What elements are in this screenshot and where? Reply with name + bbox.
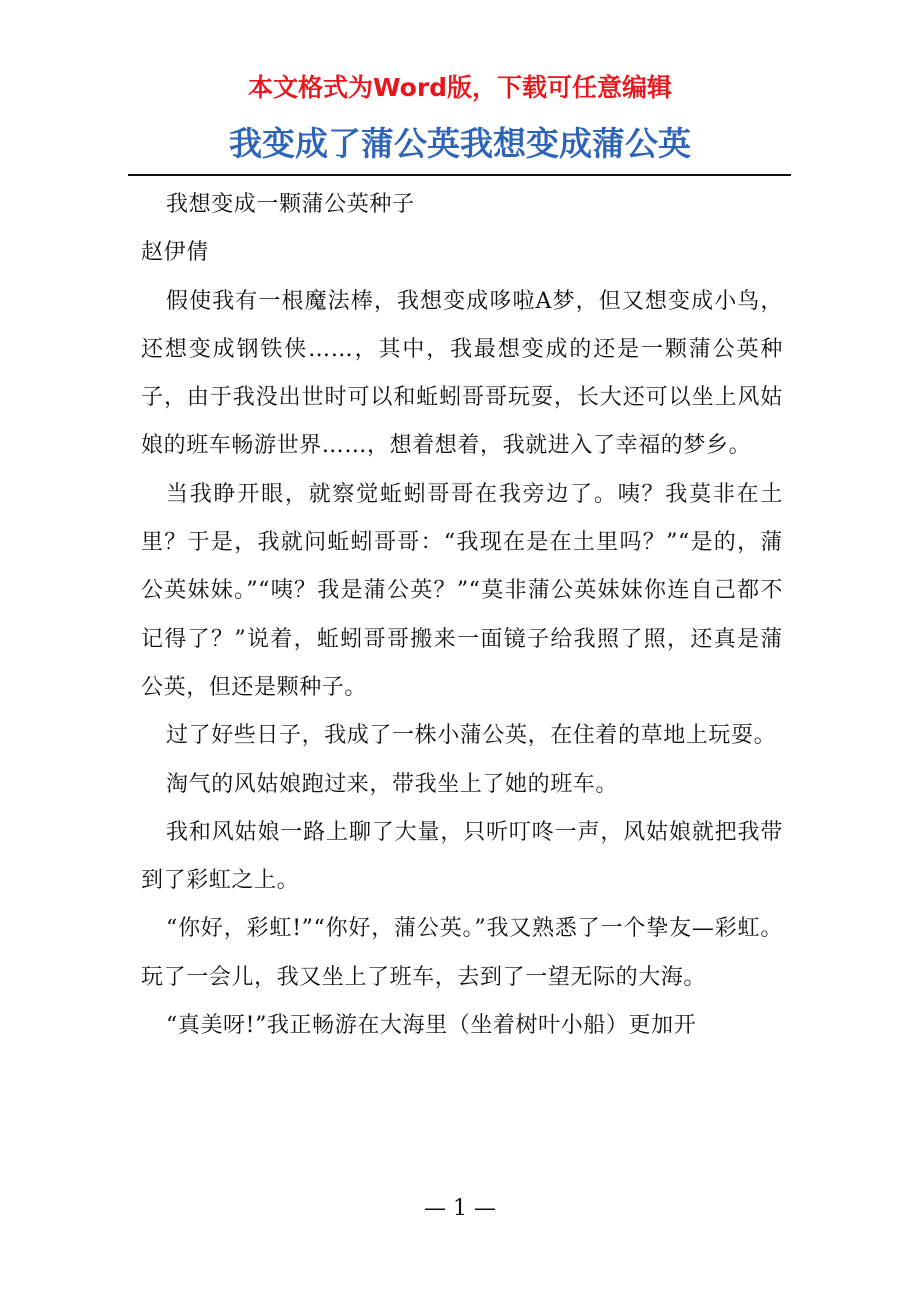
title-divider bbox=[128, 174, 791, 176]
paragraph: “你好，彩虹!”“你好，蒲公英。”我又熟悉了一个挚友—彩虹。玩了一会儿，我又坐上了班车，去到了一望无际的大海。 bbox=[141, 916, 783, 990]
document-title: 我变成了蒲公英我想变成蒲公英 bbox=[229, 124, 691, 163]
paragraph: 假使我有一根魔法棒，我想变成哆啦A梦，但又想变成小鸟，还想变成钢铁侠……，其中，我最想变成的还是一颗蒲公英种子，由于我没出世时可以和蚯蚓哥哥玩耍，长大还可以坐上风姑娘的班车畅游世界……，想着想着，我就进入了幸福的梦乡。 bbox=[141, 288, 783, 459]
author-name: 赵伊倩 bbox=[141, 240, 209, 266]
document-body bbox=[141, 181, 783, 1050]
download-notice-banner: 本文格式为Word版，下载可任意编辑 bbox=[247, 73, 673, 102]
paragraph: “真美呀!”我正畅游在大海里（坐着树叶小船）更加开 bbox=[166, 1013, 697, 1039]
page-number: — 1 — bbox=[424, 1196, 496, 1221]
paragraph: 淘气的风姑娘跑过来，带我坐上了她的班车。 bbox=[166, 771, 619, 797]
paragraph: 我和风姑娘一路上聊了大量，只听叮咚一声，风姑娘就把我带到了彩虹之上。 bbox=[141, 819, 783, 894]
paragraph: 当我睁开眼，就察觉蚯蚓哥哥在我旁边了。咦？我莫非在土里？于是，我就问蚯蚓哥哥：“我现在是在土里吗？”“是的，蒲公英妹妹。”“咦？我是蒲公英？”“莫非蒲公英妹妹你连自己都不记得了？”说着，蚯蚓哥哥搬来一面镜子给我照了照，还真是蒲公英，但还是颗种子。 bbox=[141, 481, 783, 700]
document-subtitle: 我想变成一颗蒲公英种子 bbox=[166, 192, 415, 217]
paragraph: 过了好些日子，我成了一株小蒲公英，在住着的草地上玩耍。 bbox=[166, 723, 777, 749]
